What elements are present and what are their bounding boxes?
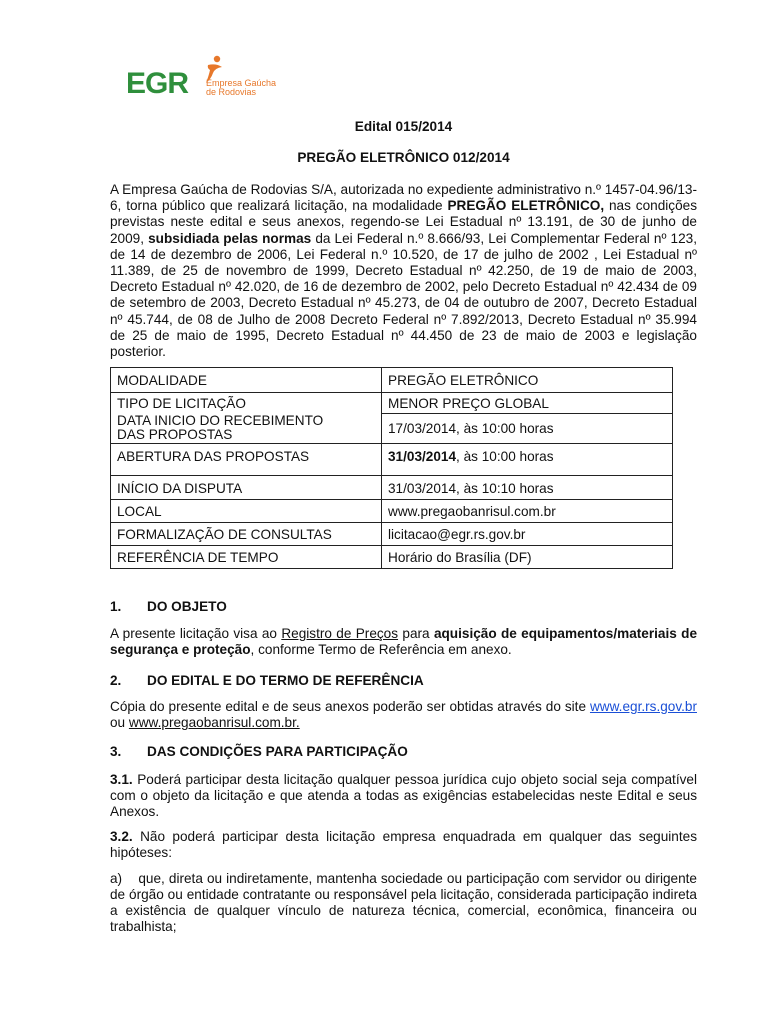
table-row <box>111 523 673 546</box>
section-1-title: DO OBJETO <box>147 599 227 614</box>
table-cell-value: PREGÃO ELETRÔNICO <box>382 368 673 393</box>
egr-site-link[interactable]: www.egr.rs.gov.br <box>589 699 697 714</box>
section-1-paragraph <box>110 626 697 658</box>
table-cell-value <box>382 444 673 476</box>
s1-text-3: , conforme Termo de Referência em anexo. <box>250 642 512 657</box>
table-cell-label: MODALIDADE <box>111 368 382 393</box>
section-3-a-paragraph: a) que, direta ou indiretamente, mantenha sociedade ou participação com servidor ou dirigente de órgão ou entidade contratante ou responsável pela licitação, considerada participação indireta a existência de qualquer vínculo de natureza técnica, comercial, econômica, financeira ou trabalhista; <box>110 871 701 934</box>
logo-line1: Empresa Gaúcha <box>206 78 277 88</box>
section-3-number: 3. <box>110 744 122 759</box>
info-table <box>110 367 673 569</box>
table-cell-label: LOCAL <box>111 500 382 523</box>
s3-1-text: Poderá participar desta licitação qualquer pessoa jurídica cujo objeto social seja compatível com o objeto da licitação e que atenda a todas as exigências estabelecidas neste Edital e seus Anexos. <box>110 772 697 819</box>
intro-text-2: nas condições previstas neste edital e seus anexos, regendo-se Lei Estadual nº 13.191, de 30 de junho de 2009, <box>110 198 697 246</box>
table-cell-label-line2: DAS PROPOSTAS <box>117 427 233 443</box>
table-row <box>111 500 673 523</box>
table-cell-label-line1: DATA INICIO DO RECEBIMENTO <box>117 413 324 429</box>
table-cell-value-bold: 31/03/2014 <box>388 449 457 464</box>
s3-1-number: 3.1. <box>110 772 133 787</box>
intro-text-1: A Empresa Gaúcha de Rodovias S/A, autorizada no expediente administrativo n.º 1457-04.96/13-6, torna público que realizará licitação, na modalidade <box>110 182 697 214</box>
table-cell-label: FORMALIZAÇÃO DE CONSULTAS <box>111 523 382 546</box>
intro-text-3: da Lei Federal n.º 8.666/93, Lei Complementar Federal nº 123, de 14 de dezembro de 2006, Lei Federal n.º 10.520, de 17 de julho de 2002 , Lei Estadual nº 11.389, de 25 de novembro de 1999, Decreto Estadual nº 42.250, de 19 de maio de 2003, Decreto Estadual nº 42.020, de 16 de dezembro de 2002, pelo Decreto Estadual nº 42.434 de 09 de setembro de 2003, Decreto Estadual nº 45.273, de 04 de outubro de 2007, Decreto Estadual nº 45.744, de 08 de Julho de 2008 Decreto Federal nº 7.892/2013, Decreto Estadual nº 35.994 de 25 de maio de 1995, Decreto Estadual nº 44.450 de 23 de maio de 2003 e legislação posterior. <box>110 230 697 360</box>
pregaobanrisul-link[interactable]: www.pregaobanrisul.com.br. <box>128 715 300 730</box>
table-cell-label: REFERÊNCIA DE TEMPO <box>111 546 382 569</box>
s2-text-1: Cópia do presente edital e de seus anexos poderão ser obtidas através do site <box>110 699 590 714</box>
section-1-number: 1. <box>110 599 122 614</box>
section-3-1-paragraph <box>110 772 697 820</box>
table-cell-value: licitacao@egr.rs.gov.br <box>382 523 673 546</box>
intro-bold-1: PREGÃO ELETRÔNICO, <box>447 198 605 214</box>
table-cell-label: TIPO DE LICITAÇÃO <box>111 393 382 414</box>
intro-bold-2: subsidiada pelas normas <box>148 230 312 246</box>
registro-precos-text: Registro de Preços <box>281 626 399 641</box>
s1-text-2: para <box>398 626 434 641</box>
logo-line2: de Rodovias <box>206 87 257 97</box>
section-2-title: DO EDITAL E DO TERMO DE REFERÊNCIA <box>147 673 424 688</box>
section-2-heading <box>110 673 697 689</box>
table-row <box>111 476 673 500</box>
table-row <box>111 414 673 444</box>
table-cell-value: 17/03/2014, às 10:00 horas <box>382 414 673 444</box>
table-row <box>111 546 673 569</box>
table-cell-value: MENOR PREÇO GLOBAL <box>382 393 673 414</box>
table-cell-label: INÍCIO DA DISPUTA <box>111 476 382 500</box>
table-row <box>111 393 673 414</box>
table-row <box>111 444 673 476</box>
logo-brand: EGR <box>126 67 189 100</box>
s2-text-2: ou <box>110 715 129 730</box>
logo-tagline <box>206 79 276 97</box>
s3-2-number: 3.2. <box>110 829 133 844</box>
section-2-number: 2. <box>110 673 122 688</box>
s1-text-1: A presente licitação visa ao <box>110 626 282 641</box>
section-3-title: DAS CONDIÇÕES PARA PARTICIPAÇÃO <box>147 744 408 759</box>
table-cell-value-rest: , às 10:00 horas <box>456 449 554 464</box>
table-cell-value: Horário do Brasília (DF) <box>382 546 673 569</box>
s3-2-text: Não poderá participar desta licitação empresa enquadrada em qualquer das seguintes hipóteses: <box>110 829 697 860</box>
section-3-2-paragraph <box>110 829 697 861</box>
table-cell-label: ABERTURA DAS PROPOSTAS <box>111 444 382 476</box>
section-1-heading <box>110 599 697 615</box>
table-cell-label <box>111 414 382 444</box>
table-row <box>111 368 673 393</box>
section-3-heading <box>110 744 697 760</box>
egr-logo <box>126 55 286 101</box>
table-cell-value: www.pregaobanrisul.com.br <box>382 500 673 523</box>
pregao-title: PREGÃO ELETRÔNICO 012/2014 <box>297 150 510 165</box>
edital-title: Edital 015/2014 <box>354 119 453 134</box>
intro-paragraph <box>110 182 697 360</box>
s1-bold-object: aquisição de equipamentos/materiais de segurança e proteção <box>110 626 698 657</box>
section-2-paragraph <box>110 699 697 731</box>
table-cell-value: 31/03/2014, às 10:10 horas <box>382 476 673 500</box>
